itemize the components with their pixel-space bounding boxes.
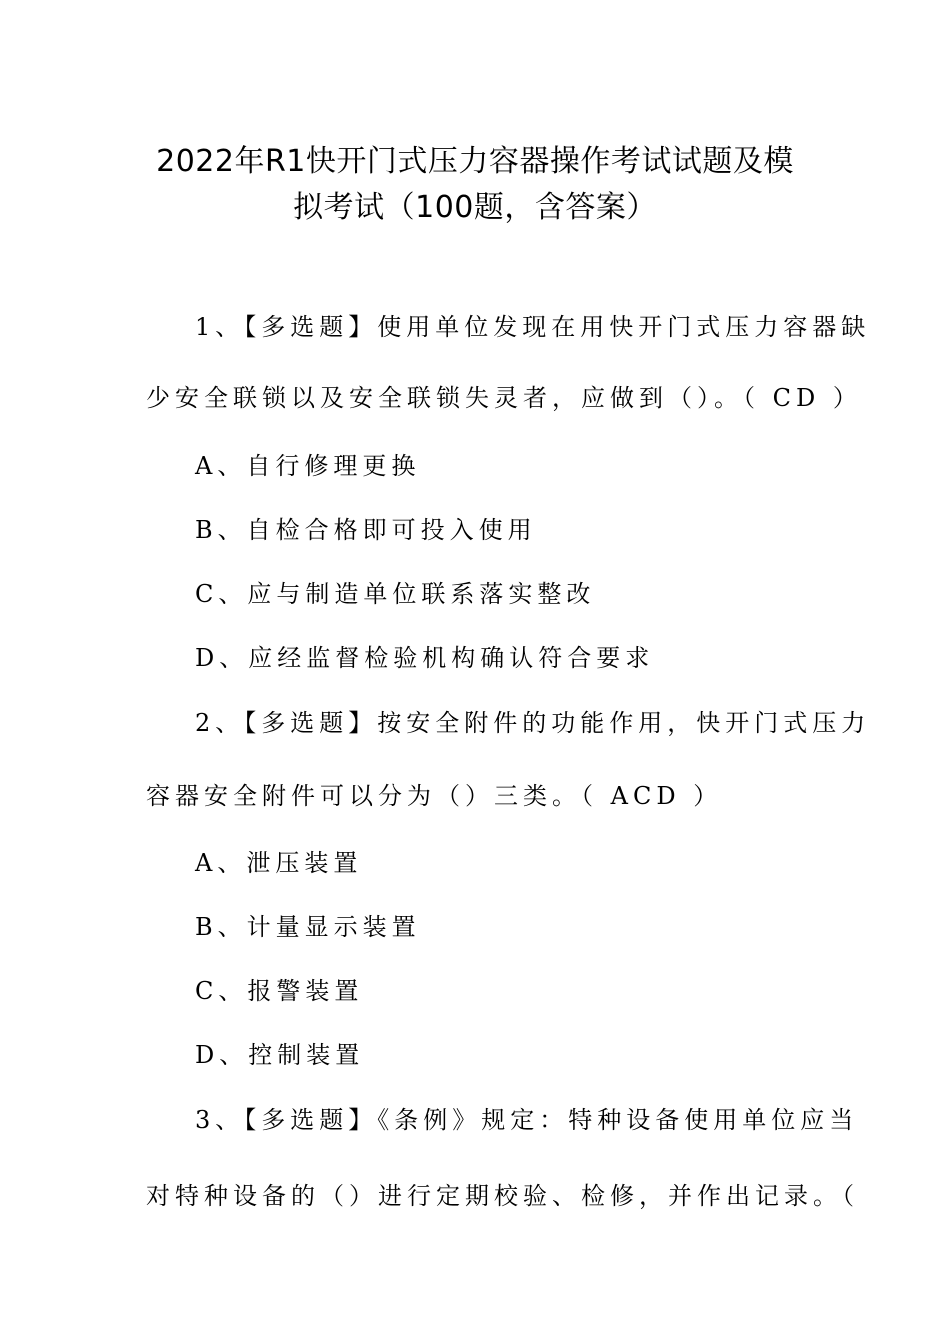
question-2-option-a: A、泄压装置 bbox=[195, 849, 363, 877]
question-1-option-c: C、应与制造单位联系落实整改 bbox=[195, 580, 596, 608]
question-3-line-2: 对特种设备的（）进行定期校验、检修，并作出记录。（ bbox=[146, 1182, 859, 1210]
question-1-option-b: B、自检合格即可投入使用 bbox=[195, 516, 537, 544]
question-2-line-2: 容器安全附件可以分为（）三类。（ ACD ） bbox=[146, 782, 723, 810]
question-3-line-1: 3、【多选题】《条例》规定：特种设备使用单位应当 bbox=[195, 1106, 859, 1134]
document-title-line-1: 2022年R1快开门式压力容器操作考试试题及模 bbox=[156, 144, 794, 179]
question-2-option-c: C、报警装置 bbox=[195, 977, 364, 1005]
question-1-option-d: D、应经监督检验机构确认符合要求 bbox=[195, 644, 655, 672]
question-1-line-2: 少安全联锁以及安全联锁失灵者，应做到（）。（ CD ） bbox=[146, 384, 862, 412]
question-1-option-a: A、自行修理更换 bbox=[195, 452, 421, 480]
document-title-line-2: 拟考试（100题，含答案） bbox=[293, 190, 657, 225]
question-2-option-b: B、计量显示装置 bbox=[195, 913, 421, 941]
question-2-line-1: 2、【多选题】按安全附件的功能作用，快开门式压力 bbox=[195, 709, 871, 737]
question-2-option-d: D、控制装置 bbox=[195, 1041, 365, 1069]
question-1-line-1: 1、【多选题】使用单位发现在用快开门式压力容器缺 bbox=[195, 313, 871, 341]
